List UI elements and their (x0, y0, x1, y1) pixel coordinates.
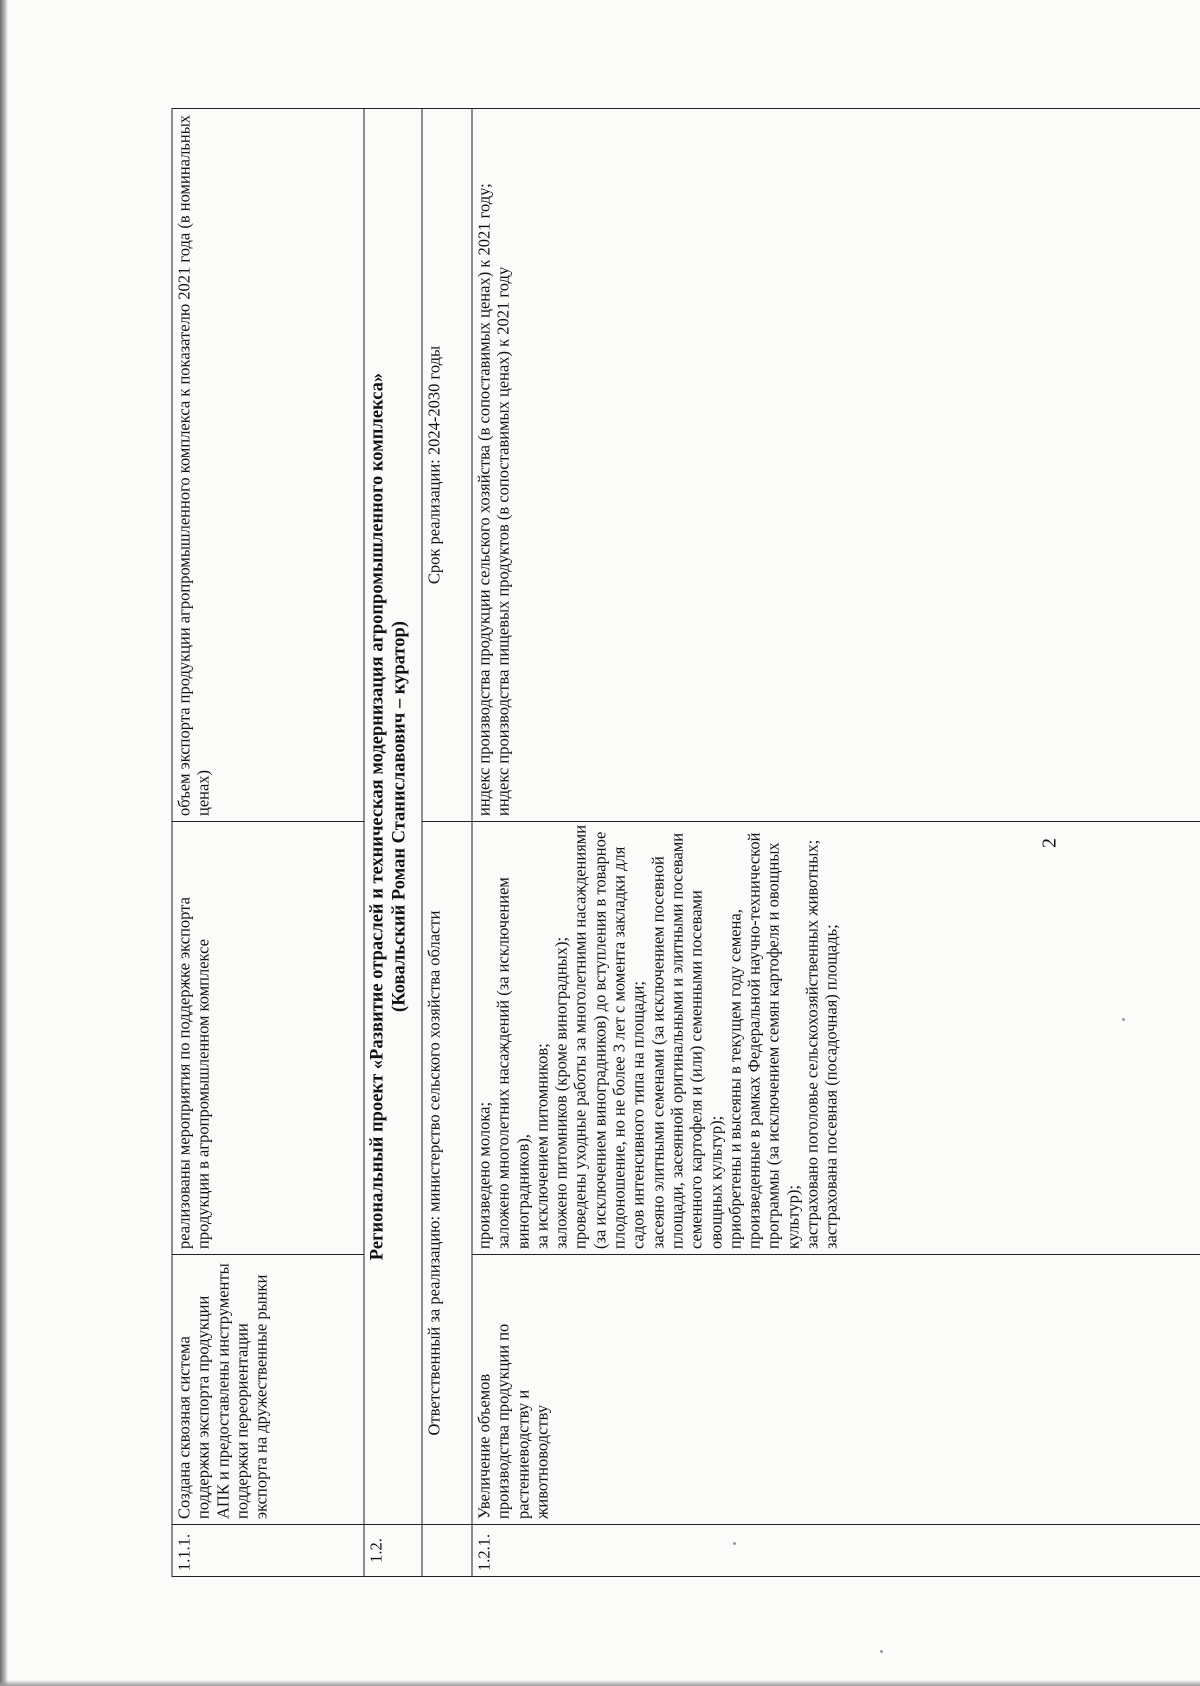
row-number: 1.2.1. (472, 1525, 1200, 1577)
result-item: произведено молока; (474, 1101, 494, 1249)
project-title-row (364, 109, 422, 1577)
task-cell: Увеличение объемов производства продукции по растениеводству и животноводству (472, 1255, 1200, 1525)
indicator-item: индекс производства продукции сельского хозяйства (в сопоставимых ценах) к 2021 году; (474, 183, 494, 816)
document-table (172, 108, 1200, 1577)
project-number: 1.2. (364, 1525, 422, 1577)
task-cell: Создана сквозная система поддержки экспорта продукции АПК и предоставлены инструменты поддержки переориентации экспорта на дружественные рынки (172, 1255, 364, 1525)
project-title-line-2: (Ковальский Роман Станиславович – куратор) (389, 621, 410, 1012)
term-cell: Срок реализации: 2024-2030 годы (422, 109, 472, 822)
page-number: 2 (1038, 838, 1061, 848)
empty-cell (422, 1525, 472, 1577)
scan-edge-left (0, 0, 8, 1686)
project-title (364, 109, 422, 1525)
result-item: застраховано поголовье сельскохозяйственных животных; (802, 839, 822, 1249)
row-number: 1.1.1. (172, 1525, 364, 1577)
results-cell (472, 822, 1200, 1255)
result-item: заложено многолетних насаждений (за исключением виноградников), (493, 877, 533, 1249)
project-title-line-1: Региональный проект «Развитие отраслей и техническая модернизация агропромышленного комплекса» (367, 372, 388, 1261)
indicators-cell (472, 109, 1200, 822)
rotated-table-frame (172, 109, 1200, 1577)
scan-edge-bottom (0, 1680, 1200, 1686)
result-item: проведены уходные работы за многолетними насаждениями (за исключением виноградников) до вступления в товарное плодоношение, но не более 3 лет с момента закладки для садов интенсивного типа на площади; (570, 824, 648, 1249)
responsible-cell: Ответственный за реализацию: министерство сельского хозяйства области (422, 822, 472, 1525)
table-row (472, 109, 1200, 1577)
indicator-item: индекс производства пищевых продуктов (в сопоставимых ценах) к 2021 году (493, 266, 513, 816)
result-item: заложено питомников (кроме виноградных); (551, 936, 571, 1249)
indicator-cell: объем экспорта продукции агропромышленного комплекса к показателю 2021 года (в номинальных ценах) (172, 109, 364, 822)
result-item: засеяно элитными семенами (за исключением посевной площади, засеянной оригинальными и элитными посевами семенного картофеля и (или) семенными посевами овощных культур); (648, 832, 726, 1249)
result-cell: реализованы мероприятия по поддержке экспорта продукции в агропромышленном комплексе (172, 822, 364, 1255)
result-item: приобретены и высеяны в текущем году семена, произведенные в рамках Федеральной научно-технической программы (за исключением семян картофеля и овощных культур); (725, 832, 803, 1249)
result-item: застрахована посевная (посадочная) площадь; (821, 924, 841, 1249)
project-meta-row (422, 109, 472, 1577)
scan-speck (880, 1650, 883, 1653)
table-row (172, 109, 364, 1577)
result-item: за исключением питомников; (532, 1043, 552, 1249)
